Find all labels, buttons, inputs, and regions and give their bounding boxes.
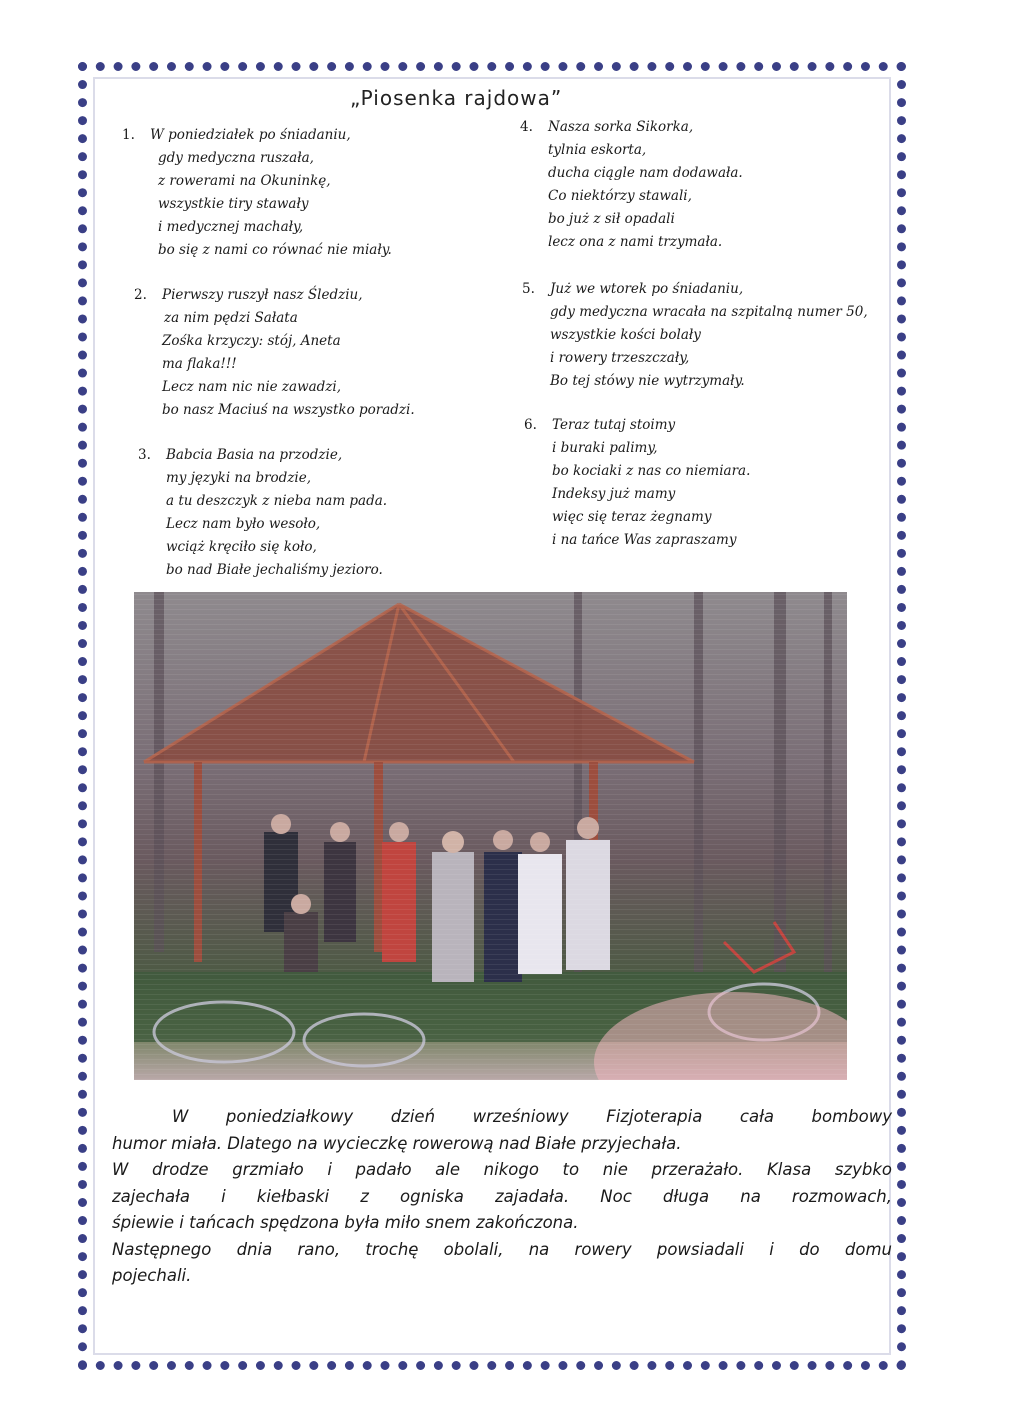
stanza-line: bo kociaki z nas co niemiara.	[552, 463, 751, 479]
stanza-1	[122, 124, 392, 262]
stanza-line: bo już z sił opadali	[548, 211, 675, 227]
stanza-line: ducha ciągle nam dodawała.	[548, 165, 743, 181]
summary-line: zajechała i kiełbaski z ogniska zajadała. Noc długa na rozmowach,	[112, 1186, 892, 1206]
stanza-line: Zośka krzyczy: stój, Aneta	[162, 333, 341, 349]
stanza-5	[522, 278, 868, 393]
stanza-line: lecz ona z nami trzymała.	[548, 234, 723, 250]
stanza-line: tylnia eskorta,	[548, 142, 647, 158]
stanza-line: za nim pędzi Sałata	[164, 310, 298, 326]
stanza-line: Bo tej stówy nie wytrzymały.	[550, 373, 745, 389]
stanza-number: 6.	[524, 417, 537, 433]
stanza-number: 1.	[122, 127, 135, 143]
group-photo	[134, 592, 847, 1080]
stanza-line: wszystkie kości bolały	[550, 327, 701, 343]
stanza-number: 2.	[134, 287, 147, 303]
stanza-line: Nasza sorka Sikorka,	[548, 119, 694, 135]
stanza-line: i buraki palimy,	[552, 440, 658, 456]
stanza-line: Teraz tutaj stoimy	[552, 417, 676, 433]
stanza-line: Co niektórzy stawali,	[548, 188, 692, 204]
stanza-line: W poniedziałek po śniadaniu,	[150, 127, 351, 143]
stanza-number: 4.	[520, 119, 533, 135]
summary-line: Następnego dnia rano, trochę obolali, na rowery powsiadali i do domu	[112, 1239, 892, 1259]
stanza-line: Babcia Basia na przodzie,	[166, 447, 343, 463]
stanza-line: gdy medyczna ruszała,	[158, 150, 314, 166]
summary-line: humor miała. Dlatego na wycieczkę rowerową nad Białe przyjechała.	[112, 1133, 682, 1153]
stanza-line: Lecz nam nic nie zawadzi,	[162, 379, 342, 395]
stanza-line: wszystkie tiry stawały	[158, 196, 309, 212]
stanza-line: bo nasz Maciuś na wszystko poradzi.	[162, 402, 415, 418]
stanza-line: i medycznej machały,	[158, 219, 304, 235]
stanza-line: wciąż kręciło się koło,	[166, 539, 317, 555]
stanza-line: Lecz nam było wesoło,	[166, 516, 321, 532]
stanza-line: bo nad Białe jechaliśmy jezioro.	[166, 562, 383, 578]
stanza-number: 3.	[138, 447, 151, 463]
summary-line: śpiewie i tańcach spędzona była miło snem zakończona.	[112, 1213, 579, 1232]
summary-line: W poniedziałkowy dzień wrześniowy Fizjoterapia cała bombowy	[172, 1107, 892, 1126]
stanza-line: Już we wtorek po śniadaniu,	[550, 281, 744, 297]
stanza-line: Pierwszy ruszył nasz Śledziu,	[162, 287, 363, 303]
stanza-line: gdy medyczna wracała na szpitalną numer 50,	[550, 304, 868, 320]
stanza-line: bo się z nami co równać nie miały.	[158, 242, 392, 258]
stanza-number: 5.	[522, 281, 535, 297]
stanza-6	[524, 414, 751, 552]
stanza-4	[520, 116, 743, 254]
summary-line: W drodze grzmiało i padało ale nikogo to nie przerażało. Klasa szybko	[112, 1160, 892, 1179]
photo-scan-texture	[134, 592, 847, 1080]
stanza-line: i rowery trzeszczały,	[550, 350, 690, 366]
stanza-line: Indeksy już mamy	[552, 486, 676, 502]
stanza-line: a tu deszczyk z nieba nam pada.	[166, 493, 388, 509]
stanza-3	[138, 444, 388, 582]
stanza-line: z rowerami na Okuninkę,	[158, 173, 331, 189]
stanza-2	[134, 284, 415, 422]
stanza-line: ma flaka!!!	[162, 356, 237, 372]
page-title: „Piosenka rajdowa”	[350, 86, 563, 110]
stanza-line: więc się teraz żegnamy	[552, 509, 712, 525]
summary-paragraph	[112, 1104, 892, 1290]
summary-line: pojechali.	[112, 1266, 192, 1285]
stanza-line: my języki na brodzie,	[166, 470, 312, 486]
stanza-line: i na tańce Was zapraszamy	[552, 532, 737, 548]
